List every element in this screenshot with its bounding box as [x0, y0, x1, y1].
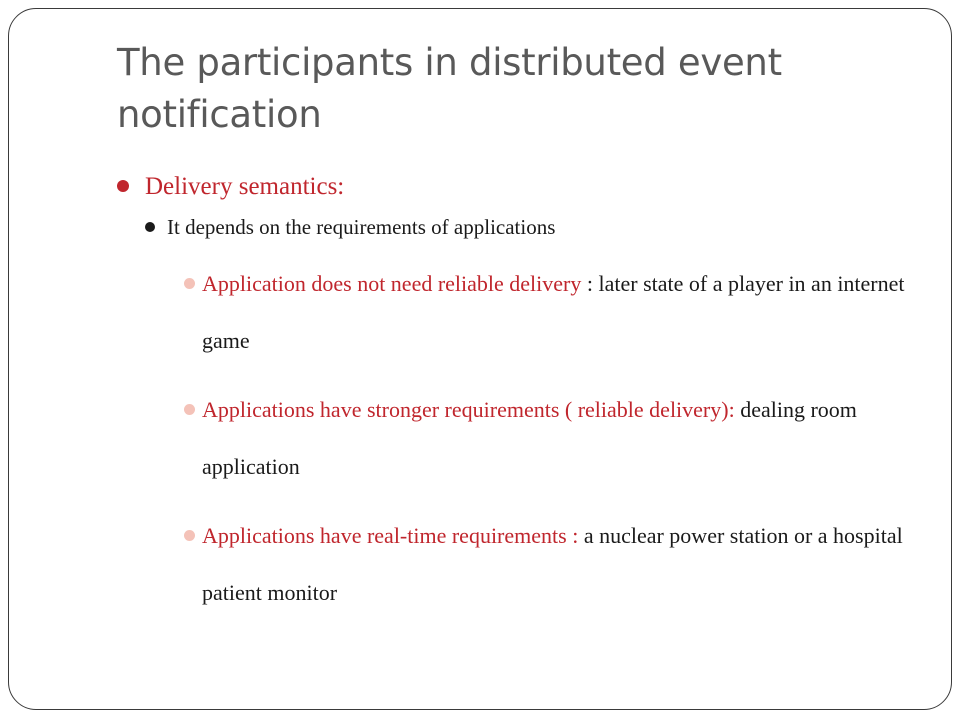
slide-content — [117, 167, 917, 621]
item-text: : later state of a player in an internet game — [202, 271, 905, 353]
bullet-heading-text: Delivery semantics: — [145, 173, 345, 200]
item-text: dealing room application — [202, 397, 857, 479]
item-highlight: Application does not need reliable delivery — [202, 271, 582, 296]
bullet-item-unreliable — [167, 255, 917, 369]
item-text: a nuclear power station or a hospital patient monitor — [202, 523, 903, 605]
item-highlight: Applications have real-time requirements : — [202, 523, 579, 548]
bullet-dot-icon — [184, 278, 195, 289]
slide-title: The participants in distributed event notification — [117, 41, 782, 136]
bullet-dot-icon — [184, 530, 195, 541]
bullet-item-realtime — [167, 507, 917, 621]
bullet-delivery-semantics — [117, 167, 917, 207]
bullet-dot-icon — [117, 180, 129, 192]
item-highlight: Applications have stronger requirements ( reliable delivery): — [202, 397, 735, 422]
bullet-dot-icon — [184, 404, 195, 415]
bullet-requirements — [145, 211, 917, 243]
slide-frame — [8, 8, 952, 710]
bullet-subheading-text: It depends on the requirements of applications — [167, 215, 556, 239]
bullet-dot-icon — [145, 222, 155, 232]
bullet-item-reliable — [167, 381, 917, 495]
